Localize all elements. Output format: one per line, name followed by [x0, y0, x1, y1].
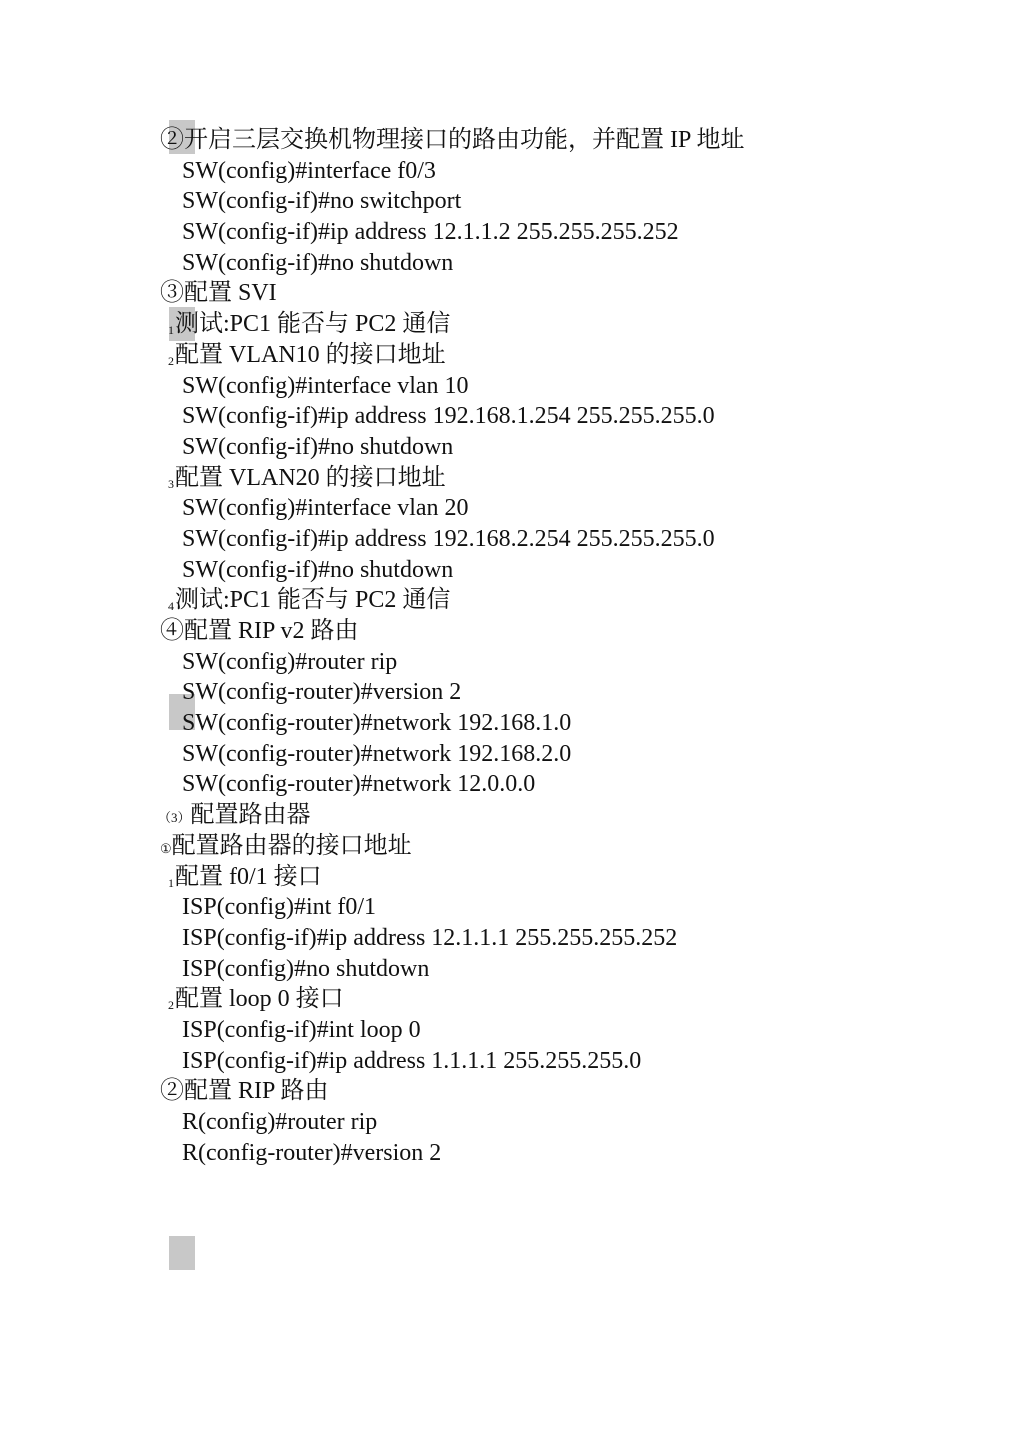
- command-line: SW(config-if)#ip address 192.168.1.254 255.255.255.0: [182, 403, 715, 430]
- step-title: 配置路由器的接口地址: [171, 832, 412, 859]
- substep-title: 配置 VLAN10 的接口地址: [175, 341, 446, 368]
- command-line: SW(config-router)#network 12.0.0.0: [182, 771, 536, 798]
- substep-number: 1: [168, 875, 174, 890]
- command-line: SW(config-router)#network 192.168.2.0: [182, 740, 572, 767]
- command-line: ISP(config-if)#ip address 12.1.1.1 255.255.255.252: [182, 924, 678, 951]
- step-heading: [0, 278, 1024, 309]
- command-line: SW(config-if)#ip address 12.1.1.2 255.255.255.252: [182, 219, 679, 246]
- command-line: SW(config-if)#no shutdown: [182, 249, 454, 276]
- command-line: SW(config)#interface vlan 20: [182, 495, 469, 522]
- command-line: ISP(config-if)#ip address 1.1.1.1 255.255.255.0: [182, 1047, 642, 1074]
- step-title: 开启三层交换机物理接口的路由功能，并配置 IP 地址: [184, 127, 745, 153]
- substep-heading: [0, 984, 1024, 1015]
- command-line: SW(config)#router rip: [182, 648, 398, 675]
- document-body: [0, 125, 1024, 1168]
- substep-heading: [0, 585, 1024, 616]
- substep-number: 4: [168, 599, 174, 614]
- margin-marker: [169, 1236, 195, 1270]
- substep-number: 3: [168, 476, 174, 491]
- step-heading: [0, 1076, 1024, 1107]
- step-title: 配置 RIP v2 路由: [184, 618, 359, 644]
- step-heading: [0, 616, 1024, 647]
- command-line: SW(config-router)#version 2: [182, 679, 462, 706]
- command-line: SW(config-if)#no shutdown: [182, 433, 454, 460]
- step-heading: [0, 831, 1024, 862]
- section-title: 配置路由器: [190, 802, 311, 829]
- step-number: ②: [160, 127, 184, 153]
- substep-heading: [0, 463, 1024, 494]
- command-line: ISP(config-if)#int loop 0: [182, 1016, 421, 1043]
- substep-heading: [0, 309, 1024, 340]
- step-title: 配置 RIP 路由: [184, 1078, 329, 1105]
- step-title: 配置 SVI: [184, 280, 277, 307]
- step-number: ④: [160, 618, 184, 644]
- command-line: SW(config-if)#no shutdown: [182, 556, 454, 583]
- substep-heading: [0, 862, 1024, 893]
- command-line: SW(config)#interface vlan 10: [182, 372, 469, 399]
- command-line: ISP(config)#no shutdown: [182, 955, 430, 982]
- step-number: ③: [160, 280, 184, 307]
- section-number: （3）: [158, 810, 191, 826]
- substep-title: 配置 VLAN20 的接口地址: [175, 464, 446, 491]
- substep-number: 2: [168, 353, 174, 368]
- substep-title: 测试:PC1 能否与 PC2 通信: [175, 311, 451, 338]
- substep-title: 配置 loop 0 接口: [175, 986, 344, 1013]
- command-line: SW(config-if)#no switchport: [182, 188, 462, 215]
- command-line: R(config-router)#version 2: [182, 1139, 442, 1166]
- substep-title: 测试:PC1 能否与 PC2 通信: [175, 587, 451, 614]
- step-number: ②: [160, 1078, 184, 1105]
- section-heading: [0, 800, 1024, 831]
- command-line: SW(config-router)#network 192.168.1.0: [182, 710, 572, 737]
- command-line: SW(config)#interface f0/3: [182, 157, 436, 184]
- command-line: SW(config-if)#ip address 192.168.2.254 255.255.255.0: [182, 525, 715, 552]
- substep-number: 2: [168, 998, 174, 1013]
- command-line: ISP(config)#int f0/1: [182, 894, 376, 921]
- command-line: R(config)#router rip: [182, 1109, 378, 1135]
- substep-title: 配置 f0/1 接口: [175, 863, 322, 890]
- step-number: ①: [160, 840, 172, 856]
- substep-heading: [0, 340, 1024, 371]
- step-heading: [0, 125, 1024, 156]
- substep-number: 1: [168, 323, 174, 338]
